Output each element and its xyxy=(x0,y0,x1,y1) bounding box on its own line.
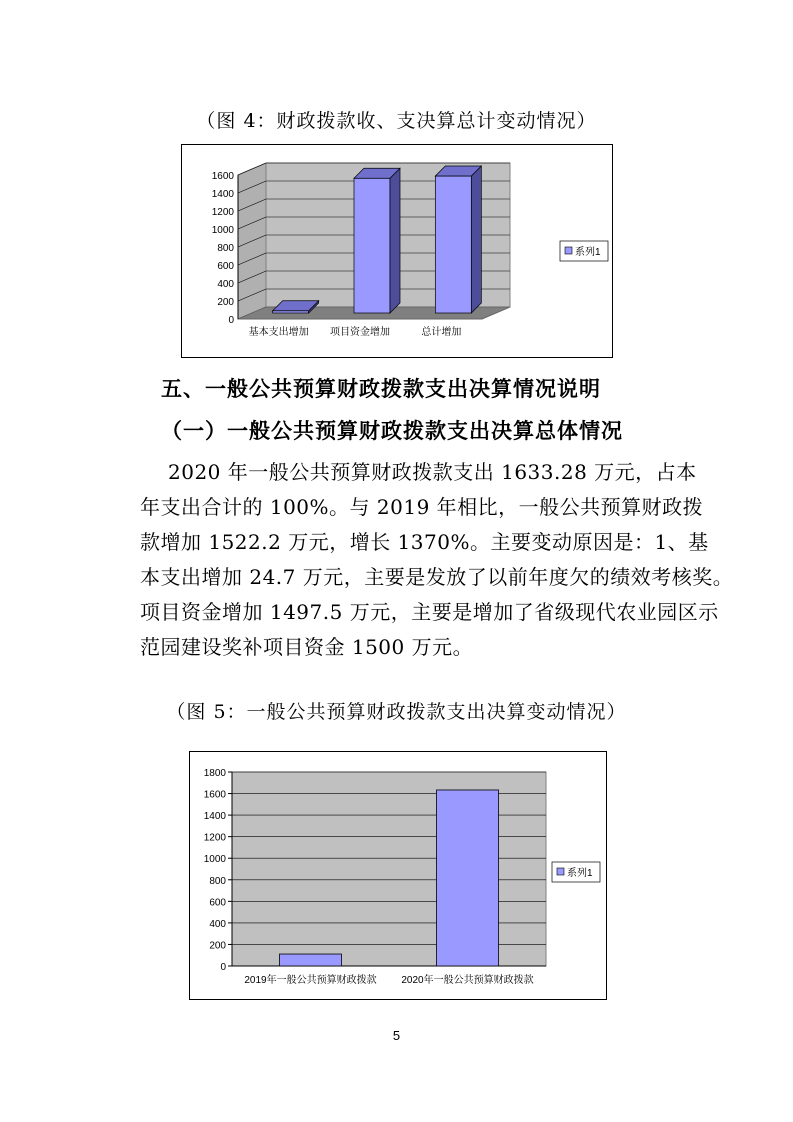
bar xyxy=(280,954,342,966)
y-tick-label: 1200 xyxy=(211,207,234,218)
y-tick-label: 1400 xyxy=(211,189,234,200)
chart-4 xyxy=(181,144,613,358)
bar xyxy=(437,790,499,966)
legend-swatch xyxy=(557,868,564,875)
section-heading: 五、一般公共预算财政拨款支出决算情况说明 xyxy=(161,377,601,401)
x-tick-label: 总计增加 xyxy=(421,327,462,338)
legend-label: 系列1 xyxy=(575,247,601,258)
chart-5 xyxy=(189,751,607,1000)
y-tick-label: 800 xyxy=(209,875,226,887)
paragraph-line: 款增加 1522.2 万元，增长 1370%。主要变动原因是：1、基 xyxy=(140,530,709,554)
y-tick-label: 1200 xyxy=(203,832,226,844)
paragraph-line: 范园建设奖补项目资金 1500 万元。 xyxy=(140,635,474,659)
x-tick-label: 2020年一般公共预算财政拨款 xyxy=(401,975,534,986)
paragraph-line: 本支出增加 24.7 万元，主要是发放了以前年度欠的绩效考核奖。 xyxy=(140,565,734,589)
y-tick-label: 400 xyxy=(217,279,234,290)
bar-front xyxy=(354,178,390,313)
y-tick-label: 1600 xyxy=(211,171,234,182)
y-tick-label: 0 xyxy=(220,962,226,973)
figure-4-caption: （图 4：财政拨款收、支决算总计变动情况） xyxy=(196,110,597,132)
paragraph-line: 年支出合计的 100%。与 2019 年相比，一般公共预算财政拨 xyxy=(140,495,704,519)
y-tick-label: 800 xyxy=(217,243,234,254)
bar-side xyxy=(471,166,481,313)
body-paragraph xyxy=(140,455,734,665)
x-tick-label: 2019年一般公共预算财政拨款 xyxy=(244,975,377,986)
subsection-heading: （一）一般公共预算财政拨款支出决算总体情况 xyxy=(161,419,623,443)
bar-front xyxy=(435,176,471,313)
paragraph-line: 2020 年一般公共预算财政拨款支出 1633.28 万元，占本 xyxy=(168,460,697,484)
y-tick-label: 600 xyxy=(217,261,234,272)
y-tick-label: 1800 xyxy=(203,768,226,779)
chart-4-svg xyxy=(182,145,612,357)
y-tick-label: 600 xyxy=(209,897,226,909)
paragraph-line: 项目资金增加 1497.5 万元，主要是增加了省级现代农业园区示 xyxy=(140,600,719,624)
y-tick-label: 200 xyxy=(209,940,226,952)
y-tick-label: 1000 xyxy=(203,854,226,866)
page-number: 5 xyxy=(392,1028,401,1043)
y-tick-label: 1400 xyxy=(203,811,226,823)
legend-label: 系列1 xyxy=(567,868,593,879)
y-tick-label: 1000 xyxy=(211,225,234,236)
y-tick-label: 1600 xyxy=(203,789,226,801)
bar-side xyxy=(390,168,400,313)
y-tick-label: 0 xyxy=(228,315,234,326)
y-tick-label: 400 xyxy=(209,918,226,930)
legend-swatch xyxy=(565,247,572,254)
x-tick-label: 基本支出增加 xyxy=(248,327,309,338)
x-tick-label: 项目资金增加 xyxy=(330,327,390,338)
chart-5-svg xyxy=(190,752,606,999)
y-tick-label: 200 xyxy=(217,297,234,308)
figure-5-caption: （图 5：一般公共预算财政拨款支出决算变动情况） xyxy=(166,701,627,723)
